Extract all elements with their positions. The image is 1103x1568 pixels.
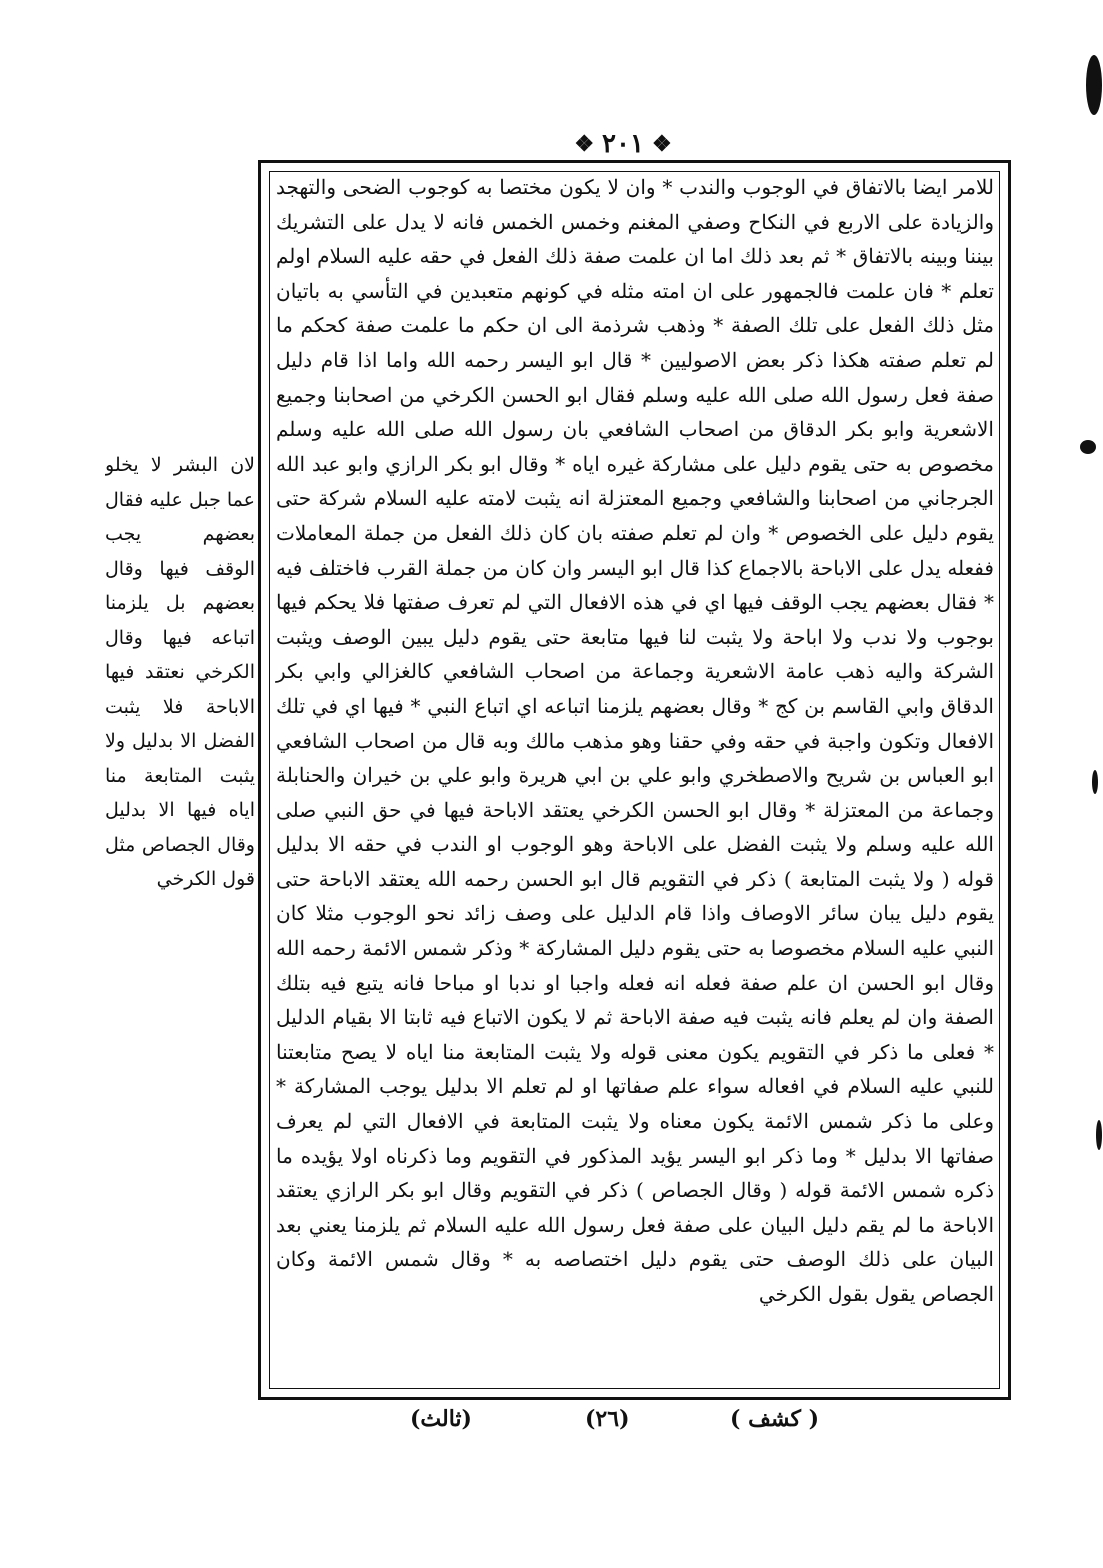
edge-ink-mark-middle	[1080, 440, 1096, 454]
edge-ink-mark-top	[1086, 55, 1102, 115]
footer-title: ( كشف )	[730, 1406, 820, 1432]
margin-note-text: لان البشر لا يخلو عما جبل عليه فقال بعضهم يجب الوقف فيها وقال بعضهم بل يلزمنا اتباعه فيها وقال الكرخي نعتقد فيها الاباحة فلا يثبت الفضل الا بدليل ولا يثبت المتابعة منا اياه فيها الا بدليل وقال الجصاص مثل قول الكرخي	[105, 454, 255, 890]
ornament-left-icon: ❖	[651, 131, 672, 157]
margin-note	[105, 448, 255, 948]
edge-ink-mark-bottom	[1096, 1120, 1102, 1150]
edge-ink-mark-lower	[1092, 770, 1098, 794]
ornament-right-icon: ❖	[574, 131, 595, 157]
main-text-block	[266, 170, 1004, 1392]
footer-signature-number: (٢٦)	[585, 1406, 630, 1432]
main-text-paragraph: للامر ايضا بالاتفاق في الوجوب والندب * وان لا يكون مختصا به كوجوب الضحى والتهجد والزيادة على الاربع في النكاح وصفي المغنم وخمس الخمس فانه لا يدل على التشريك بيننا وبينه بالاتفاق * ثم بعد ذلك اما ان علمت صفة ذلك الفعل في حقه عليه السلام اولم تعلم * فان علمت فالجمهور على ان امته مثله في كونهم متعبدين في التأسي به باتيان مثل ذلك الفعل على تلك الصفة * وذهب شرذمة الى ان حكم ما علمت صفة كحكم ما لم تعلم صفته هكذا ذكر بعض الاصوليين * قال ابو اليسر رحمه الله واما اذا قام دليل صفة فعل رسول الله صلى الله عليه وسلم فقال ابو الحسن الكرخي من اصحابنا وجميع الاشعرية وابو بكر الدقاق من اصحاب الشافعي بان رسول الله صلى الله عليه وسلم مخصوص به حتى يقوم دليل على مشاركة غيره اياه * وقال ابو بكر الرازي وابو عبد الله الجرجاني من اصحابنا والشافعي وجميع المعتزلة انه يثبت لامته عليه السلام شركة حتى يقوم دليل على الخصوص * وان لم تعلم صفته بان كان ذلك الفعل من جملة المعاملات ففعله يدل على الاباحة بالاجماع كذا قال ابو اليسر وان كان من جملة القرب فاختلف فيه * فقال بعضهم يجب الوقف فيها اي في هذه الافعال التي لم تعرف صفتها فلا يحكم فيها بوجوب ولا ندب ولا اباحة ولا يثبت لنا فيها متابعة حتى يقوم دليل يبين الوصف ويثبت الشركة واليه ذهب عامة الاشعرية وجماعة من اصحاب الشافعي كالغزالي وابي بكر الدقاق وابي القاسم بن كج * وقال بعضهم يلزمنا اتباعه اي اتباع النبي * فيها اي في تلك الافعال وتكون واجبة في حقه وفي حقنا وهو مذهب مالك وبه قال من اصحاب الشافعي ابو العباس بن شريح والاصطخري وابو علي بن ابي هريرة وابو علي بن خيران والحنابلة وجماعة من المعتزلة * وقال ابو الحسن الكرخي يعتقد الاباحة فيها في حق النبي صلى الله عليه وسلم ولا يثبت الفضل على الاباحة وهو الوجوب او الندب في حقه الا بدليل قوله ( ولا يثبت المتابعة ) ذكر في التقويم قال ابو الحسن رحمه الله يعتقد الاباحة حتى يقوم دليل يبان سائر الاوصاف واذا قام الدليل على وصف زائد نحو الوجوب مثلا كان النبي عليه السلام مخصوصا به حتى يقوم دليل المشاركة * وذكر شمس الائمة رحمه الله وقال ابو الحسن ان علم صفة فعله انه فعله واجبا او ندبا او مباحا فانه يتبع فيه بتلك الصفة وان لم يعلم فانه يثبت فيه صفة الاباحة ثم لا يكون الاتباع فيه ثابتا الا بقيام الدليل * فعلى ما ذكر في التقويم يكون معنى قوله ولا يثبت المتابعة منا اياه لا يصح متابعتنا للنبي عليه السلام في افعاله سواء علم صفاتها او لم تعلم الا بدليل يوجب المشاركة * وعلى ما ذكر شمس الائمة يكون معناه ولا يثبت المتابعة في الافعال التي لم يعرف صفاتها الا بدليل * وما ذكر ابو اليسر يؤيد المذكور في التقويم وما ذكرناه اولا يؤيده ما ذكره شمس الائمة قوله ( وقال الجصاص ) ذكر في التقويم وقال ابو بكر الرازي يعتقد الاباحة ما لم يقم دليل البيان على صفة فعل رسول الله عليه السلام ثم يلزمنا يعني بعد البيان على ذلك الوصف حتى يقوم دليل اختصاصه به * وقال شمس الائمة وكان الجصاص يقول بقول الكرخي	[276, 175, 994, 1306]
page-number-text: ٢٠١	[602, 129, 644, 159]
footer-signatures	[330, 1402, 890, 1442]
footer-volume: (ثالث)	[410, 1406, 472, 1432]
page-number	[548, 124, 698, 164]
